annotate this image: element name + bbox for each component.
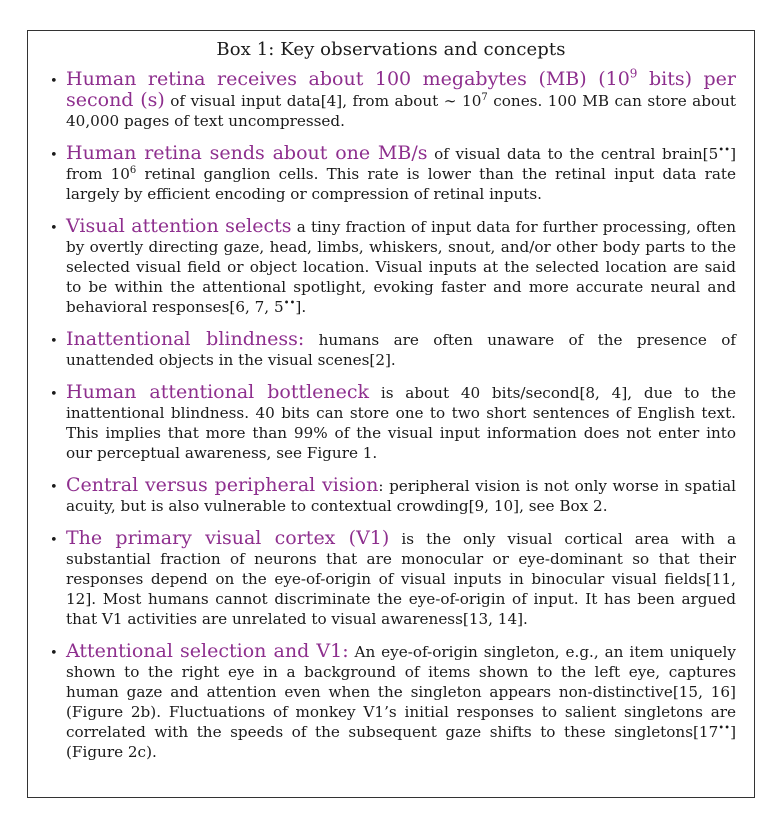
item-body: cones. 100 MB can store about 40,000 pages of text uncompressed.: [66, 92, 736, 130]
superscript: ••: [718, 144, 731, 156]
superscript: ••: [718, 722, 731, 734]
item-heading: The primary visual cortex (V1): [66, 527, 390, 549]
item-body: ] from 10: [66, 145, 736, 183]
item-heading: Human retina sends about one MB/s: [66, 142, 428, 164]
item-body: is about 40 bits/second[8, 4], due to the inattentional blindness. 40 bits can store one to two short sentences of English text. This implies that more than 99% of the visual input information does not enter into our perceptual awareness, see Figure 1.: [66, 384, 736, 462]
list-item: [54, 66, 736, 131]
item-heading: Visual attention selects: [66, 215, 292, 237]
superscript: ••: [283, 297, 296, 309]
item-body: ].: [295, 298, 307, 316]
item-body: of visual data to the central brain[5: [427, 145, 719, 163]
superscript: 9: [629, 66, 638, 81]
item-body: ] (Figure 2c).: [66, 723, 736, 761]
superscript: 7: [481, 91, 488, 103]
item-body: humans are often unaware of the presence of unattended objects in the visual scenes[2].: [66, 331, 736, 369]
superscript: 6: [129, 164, 137, 176]
list-item: [54, 382, 736, 463]
item-body: is the only visual cortical area with a substantial fraction of neurons that are monocular or eye-dominant so that their responses depend on the eye-of-origin of visual inputs in binocular visual fields[11, 12]. Most humans cannot discriminate the eye-of-origin of input. It has been argued that V1 activities are unrelated to visual awareness[13, 14].: [66, 530, 737, 628]
item-heading-text: Human retina receives about 100 megabytes (MB) (10: [66, 68, 630, 90]
item-heading-text: bits) per second (s): [66, 68, 736, 111]
item-heading: Human attentional bottleneck: [66, 381, 370, 403]
list-item: [54, 528, 736, 629]
item-body: : peripheral vision is not only worse in spatial acuity, but is also vulnerable to contextual crowding[9, 10], see Box 2.: [66, 477, 736, 515]
item-heading: Attentional selection and V1:: [66, 640, 349, 662]
list-item: [54, 329, 736, 370]
item-body: retinal ganglion cells. This rate is lower than the retinal input data rate largely by efficient encoding or compression of retinal inputs.: [66, 165, 736, 203]
list-item: [54, 216, 736, 317]
list-item: [54, 143, 736, 204]
item-heading: Inattentional blindness:: [66, 328, 305, 350]
box-title: Box 1: Key observations and concepts: [216, 39, 566, 60]
item-body: of visual input data[4], from about ∼ 10: [164, 92, 482, 110]
list-item: [54, 475, 736, 516]
item-heading: Central versus peripheral vision: [66, 474, 379, 496]
list-item: [54, 641, 736, 762]
key-observations-box: [27, 30, 755, 798]
item-body: An eye-of-origin singleton, e.g., an item uniquely shown to the right eye in a background of items shown to the left eye, captures human gaze and attention even when the singleton appears non-distinctive[15, 16] (Figure 2b). Fluctuations of monkey V1’s initial responses to salient singletons are correlated with the speeds of the subsequent gaze shifts to these singletons[17: [66, 643, 736, 741]
observations-list: [54, 66, 737, 774]
item-body: a tiny fraction of input data for further processing, often by overtly directing gaze, head, limbs, whiskers, snout, and/or other body parts to the selected visual field or object location. Visual inputs at the selected location are said to be within the attentional spotlight, evoking faster and more accurate neural and behavioral responses[6, 7, 5: [66, 218, 737, 316]
